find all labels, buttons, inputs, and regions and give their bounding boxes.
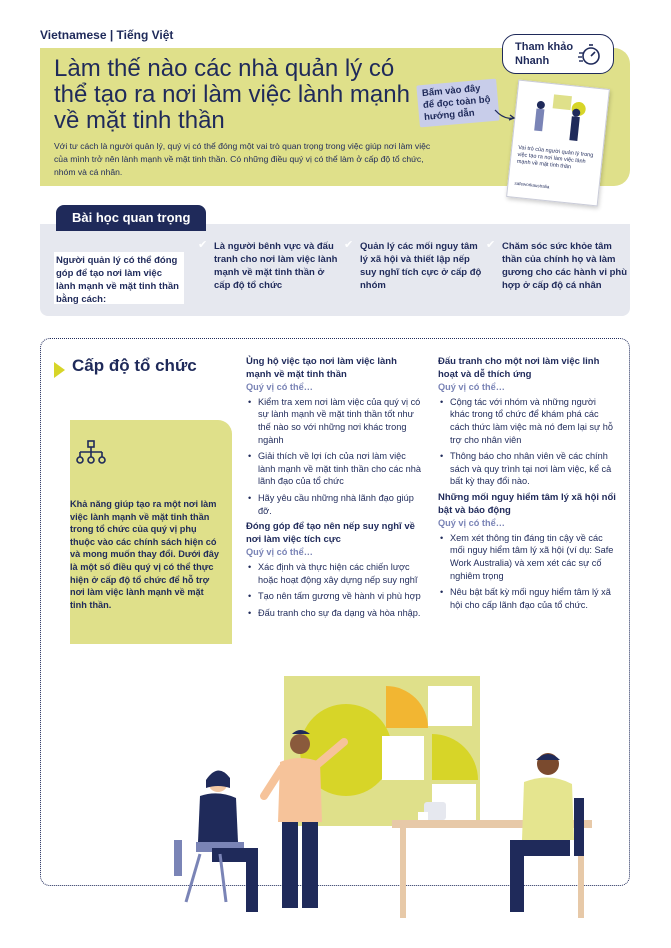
list-item: • Hãy yêu cầu những nhà lãnh đạo giúp đỡ. xyxy=(246,492,424,517)
page-title: Làm thế nào các nhà quản lý có thể tạo ra nơi làm việc lành mạnh về mặt tinh thần xyxy=(54,55,410,134)
language-label: Vietnamese | Tiếng Việt xyxy=(40,28,174,42)
lesson-item xyxy=(344,239,488,292)
column-right xyxy=(438,356,616,615)
check-icon: ✔ xyxy=(198,239,208,251)
org-chart-icon xyxy=(76,440,106,466)
bullet-list xyxy=(438,396,616,488)
block-subtitle: Quý vị có thể… xyxy=(246,382,313,393)
pointer-arrow-icon xyxy=(494,108,516,122)
lesson-text: Chăm sóc sức khỏe tâm thần của chính họ và làm gương cho các hành vi phù hợp ở cấp độ cá nhân xyxy=(502,241,628,291)
list-item: • Cộng tác với nhóm và những người khác trong tổ chức để khám phá các cách thức làm việc mà nó đem lại sự hỗ trợ cho nhân viên xyxy=(438,396,616,446)
list-item: • Thông báo cho nhân viên về các chính sách và quy trình tại nơi làm việc, kể cả bất kỳ thay đổi nào. xyxy=(438,450,616,488)
block-subtitle: Quý vị có thể… xyxy=(438,382,505,393)
lesson-text: Là người bênh vực và đấu tranh cho nơi làm việc lành mạnh về mặt tinh thần ở cấp độ tổ chức xyxy=(214,241,338,291)
bullet-list xyxy=(246,561,424,619)
check-icon: ✔ xyxy=(486,239,496,251)
guide-booklet-link[interactable] xyxy=(506,80,610,207)
read-guide-link[interactable]: Bấm vào đây để đọc toàn bộ hướng dẫn xyxy=(416,79,499,128)
lesson-item xyxy=(198,239,342,292)
lesson-text: Quản lý các mối nguy tâm lý xã hội và thiết lập nếp suy nghĩ tích cực ở cấp độ nhóm xyxy=(360,241,482,291)
list-item: • Nêu bật bất kỳ mối nguy hiểm tâm lý xã hội cho cấp lãnh đạo của tổ chức. xyxy=(438,586,616,611)
list-item: • Xem xét thông tin đáng tin cậy về các mối nguy hiểm tâm lý xã hội (ví dụ: Safe Work Australia) và xem xét các sự cố nghiêm trọng xyxy=(438,532,616,582)
list-item: • Kiểm tra xem nơi làm việc của quý vị có sự lành mạnh về mặt tinh thần tốt như thế nào so với những nơi khác trong ngành xyxy=(246,396,424,446)
list-item: • Giải thích về lợi ích của nơi làm việc lành mạnh về mặt tinh thần cho các nhà lãnh đạo của tổ chức xyxy=(246,450,424,488)
bullet-list xyxy=(438,532,616,612)
list-item: • Tạo nên tấm gương về hành vi phù hợp xyxy=(246,590,424,603)
section-title: Cấp độ tổ chức xyxy=(72,356,197,375)
bullet-list xyxy=(246,396,424,517)
stopwatch-icon xyxy=(577,41,603,67)
block-subtitle: Quý vị có thể… xyxy=(438,518,505,529)
key-lessons-tab: Bài học quan trọng xyxy=(56,205,206,231)
block-title: Đóng góp để tạo nên nếp suy nghĩ về nơi làm việc tích cực xyxy=(246,521,415,545)
team-meeting-illustration xyxy=(160,672,630,932)
column-left xyxy=(246,356,424,623)
booklet-illustration xyxy=(513,81,609,152)
list-item: • Đấu tranh cho sự đa dạng và hòa nhập. xyxy=(246,607,424,620)
block-title: Ủng hộ việc tạo nơi làm việc lành mạnh về mặt tinh thần xyxy=(246,356,397,380)
block-subtitle: Quý vị có thể… xyxy=(246,547,313,558)
lesson-item xyxy=(486,239,630,292)
booklet-logo: safeworkaustralia xyxy=(514,180,550,190)
key-lessons-intro: Người quản lý có thể đóng góp để tạo nơi làm việc lành mạnh về mặt tinh thần bằng cách: xyxy=(56,255,179,305)
callout-text: Khả năng giúp tạo ra một nơi làm việc lành mạnh về mặt tinh thần trong tổ chức của quý vị phụ thuộc vào các chính sách hiện có và mong muốn thay đổi. Dưới đây là một số điều quý vị có thể thực hiện ở cấp độ tổ chức để hỗ trợ nơi làm việc lành mạnh về mặt tinh thần. xyxy=(70,499,219,610)
triangle-bullet-icon xyxy=(54,362,65,378)
booklet-title: Vai trò của người quản lý trong việc tạo ra nơi làm việc lành mạnh về mặt tinh thần xyxy=(516,144,594,171)
quick-reference-badge xyxy=(502,34,614,74)
check-icon: ✔ xyxy=(344,239,354,251)
page-description: Với tư cách là người quản lý, quý vị có thể đóng một vai trò quan trọng trong việc giúp nơi làm việc của mình trở nên lành mạnh về mặt tinh thần. Có những điều quý vị có thể làm ở cấp độ tổ chức, nhóm và cá nhân. xyxy=(54,141,431,177)
list-item: • Xác định và thực hiện các chiến lược hoặc hoạt động xây dựng nếp suy nghĩ xyxy=(246,561,424,586)
quick-reference-label: Tham khảo Nhanh xyxy=(515,41,574,67)
block-title: Những mối nguy hiểm tâm lý xã hội nổi bật và báo động xyxy=(438,491,616,516)
block-title: Đấu tranh cho một nơi làm việc linh hoạt và dễ thích ứng xyxy=(438,356,600,380)
